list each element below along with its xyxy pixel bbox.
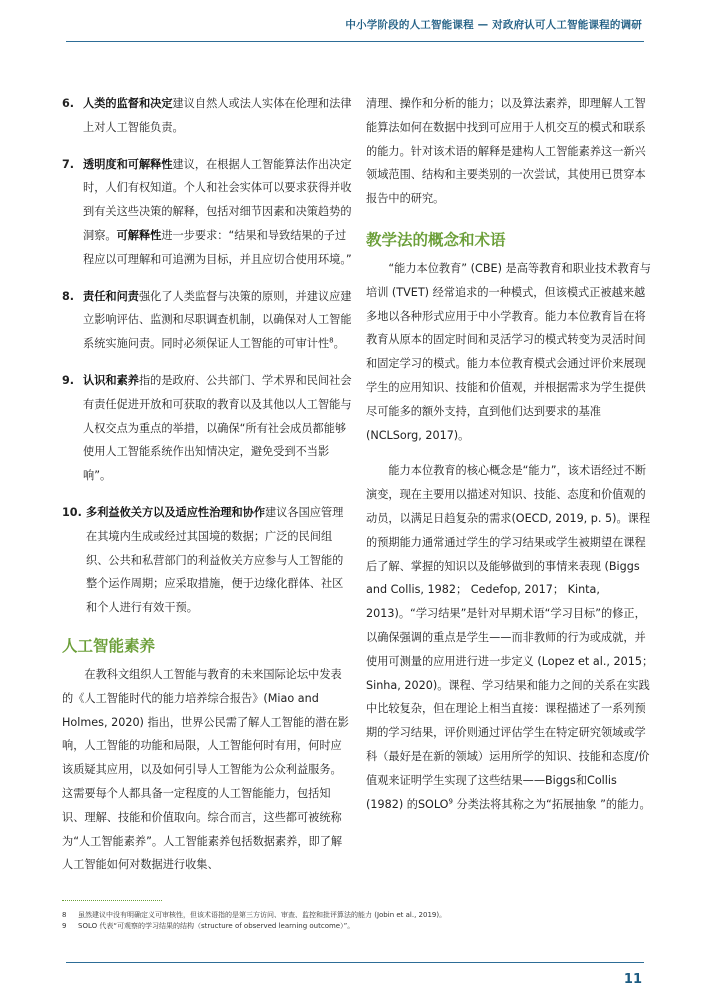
list-item bbox=[62, 153, 352, 272]
item-body bbox=[83, 285, 352, 356]
item-text-end: 。 bbox=[333, 337, 345, 351]
list-item bbox=[62, 285, 352, 356]
item-number: 7. bbox=[62, 157, 75, 171]
item-text: 指的是政府、公共部门、学术界和民间社会有责任促进开放和可获取的教育以及其他以人工智能与人权交点为重点的举措，以确保“所有社会成员都能够使用人工智能系统作出知情决定，避免受到不当影响”。 bbox=[83, 373, 352, 483]
body-paragraph-continuation: 清理、操作和分析的能力；以及算法素养，即理解人工智能算法如何在数据中找到可应用于人机交互的模式和联系的能力。针对该术语的解释是建构人工智能素养这一新兴领域范围、结构和主要类别的一次尝试，其使用已贯穿本报告中的研究。 bbox=[366, 97, 646, 206]
body-paragraph: “能力本位教育” (CBE) 是高等教育和职业技术教育与培训 (TVET) 经常追求的一种模式，但该模式正被越来越多地以各种形式应用于中小学教育。能力本位教育旨在将教育从原本的固定时间和灵活学习的模式转变为灵活时间和固定学习的模式。能力本位教育模式会通过评价来展现学生的应用知识、技能和价值观，并根据需求为学生提供尽可能多的额外支持，直到他们达到要求的基准 (NCLSorg, 2017)。 bbox=[366, 261, 651, 442]
page-number: 11 bbox=[623, 972, 642, 987]
item-body bbox=[83, 369, 352, 488]
header-divider bbox=[66, 41, 644, 42]
footnotes bbox=[62, 910, 652, 932]
footnote-ref: 8 bbox=[329, 336, 334, 345]
footnote-number: 9 bbox=[62, 922, 67, 930]
footnote-number: 8 bbox=[62, 911, 67, 919]
left-column bbox=[62, 92, 352, 877]
item-text: 建议，在根据人工智能算法作出决定时，人们有权知道。个人和社会实体可以要求获得并收到有关这些决策的解释，包括对细节因素和决策趋势的洞察。 bbox=[83, 157, 352, 242]
footnote-separator bbox=[62, 900, 162, 901]
item-number: 10. bbox=[62, 505, 82, 519]
item-term: 责任和问责 bbox=[83, 289, 139, 303]
item-term: 多利益攸关方以及适应性治理和协作 bbox=[86, 505, 266, 519]
footnote-text: 虽然建议中没有明确定义可审核性，但该术语指的是第三方访问、审查、监控和批评算法的能力 (Jobin et al., 2019)。 bbox=[78, 911, 447, 919]
footnote-ref: 9 bbox=[448, 796, 453, 805]
footer-divider bbox=[66, 962, 644, 963]
paragraph-text: 能力本位教育的核心概念是“能力”，该术语经过不断演变，现在主要用以描述对知识、技能、态度和价值观的动员，以满足日趋复杂的需求(OECD, 2019, p. 5)。课程的预期能力通常通过学生的学习结果或学生被期望在课程后了解、掌握的知识以及能够做到的事情来表现 (Biggs and Collis, 1982； Cedefop, 2017； Kinta, 2013)。“学习结果”是针对早期术语“学习目标”的修正，以确保强调的重点是学生——而非教师的行为或成就，并使用可测量的应用进行进一步定义 (Lopez et al., 2015； Sinha, 2020)。课程、学习结果和能力之间的关系在实践中比较复杂，但在理论上相当直接：课程描述了一系列预期的学习结果，评价则通过评估学生在特定研究领域或学科（最好是在新的领域）运用所学的知识、技能和态度/价值观来证明学生实现了这些结果——Biggs和Collis (1982) 的SOLO bbox=[366, 464, 654, 811]
item-term: 透明度和可解释性 bbox=[83, 157, 173, 171]
item-term: 认识和素养 bbox=[83, 373, 139, 387]
item-term: 人类的监督和决定 bbox=[83, 97, 173, 110]
item-text: 建议自然人或法人实体在伦理和法律上对人工智能负责。 bbox=[83, 97, 352, 134]
section-heading-pedagogy: 教学法的概念和术语 bbox=[366, 230, 506, 249]
item-number: 8. bbox=[62, 289, 75, 303]
section-heading-ai-literacy: 人工智能素养 bbox=[62, 636, 156, 655]
right-column bbox=[366, 92, 654, 816]
footnote bbox=[62, 910, 652, 921]
running-header: 中小学阶段的人工智能课程 — 对政府认可人工智能课程的调研 bbox=[345, 19, 642, 31]
footnote bbox=[62, 921, 652, 932]
item-body bbox=[83, 153, 352, 272]
body-paragraph: 在教科文组织人工智能与教育的未来国际论坛中发表的《人工智能时代的能力培养综合报告》(Miao and Holmes, 2020) 指出，世界公民需了解人工智能的潜在影响，人工智能的功能和局限，人工智能何时有用，何时应该质疑其应用，以及如何引导人工智能为公众利益服务。这需要每个人都具备一定程度的人工智能能力，包括知识、理解、技能和价值取向。综合而言，这些都可被统称为“人工智能素养”。人工智能素养包括数据素养，即了解人工智能如何对数据进行收集、 bbox=[62, 667, 349, 872]
item-body bbox=[86, 501, 352, 620]
item-number: 9. bbox=[62, 373, 75, 387]
item-text: 强化了人类监督与决策的原则，并建议应建立影响评估、监测和尽职调查机制，以确保对人工智能系统实施问责。同时必须保证人工智能的可审计性 bbox=[83, 289, 352, 351]
item-text: 建议各国应管理在其境内生成或经过其国境的数据；广泛的民间组织、公共和私营部门的利益攸关方应参与人工智能的整个运作周期；应采取措施，便于边缘化群体、社区和个人进行有效干预。 bbox=[86, 505, 344, 615]
list-item bbox=[62, 501, 352, 620]
item-term-secondary: 可解释性 bbox=[116, 228, 162, 242]
item-number: 6. bbox=[62, 97, 75, 110]
item-body bbox=[83, 92, 352, 140]
item-text: 进一步要求：“结果和导致结果的子过程应以可理解和可追溯为目标，并且应切合使用环境。” bbox=[83, 228, 352, 266]
list-item bbox=[62, 369, 352, 488]
list-item bbox=[62, 92, 352, 140]
paragraph-text-end: 分类法将其称之为“拓展抽象 ”的能力。 bbox=[452, 797, 651, 811]
body-paragraph bbox=[366, 459, 654, 816]
footnote-text: SOLO 代表“可观察的学习结果的结构（structure of observed learning outcome）”。 bbox=[78, 922, 355, 930]
